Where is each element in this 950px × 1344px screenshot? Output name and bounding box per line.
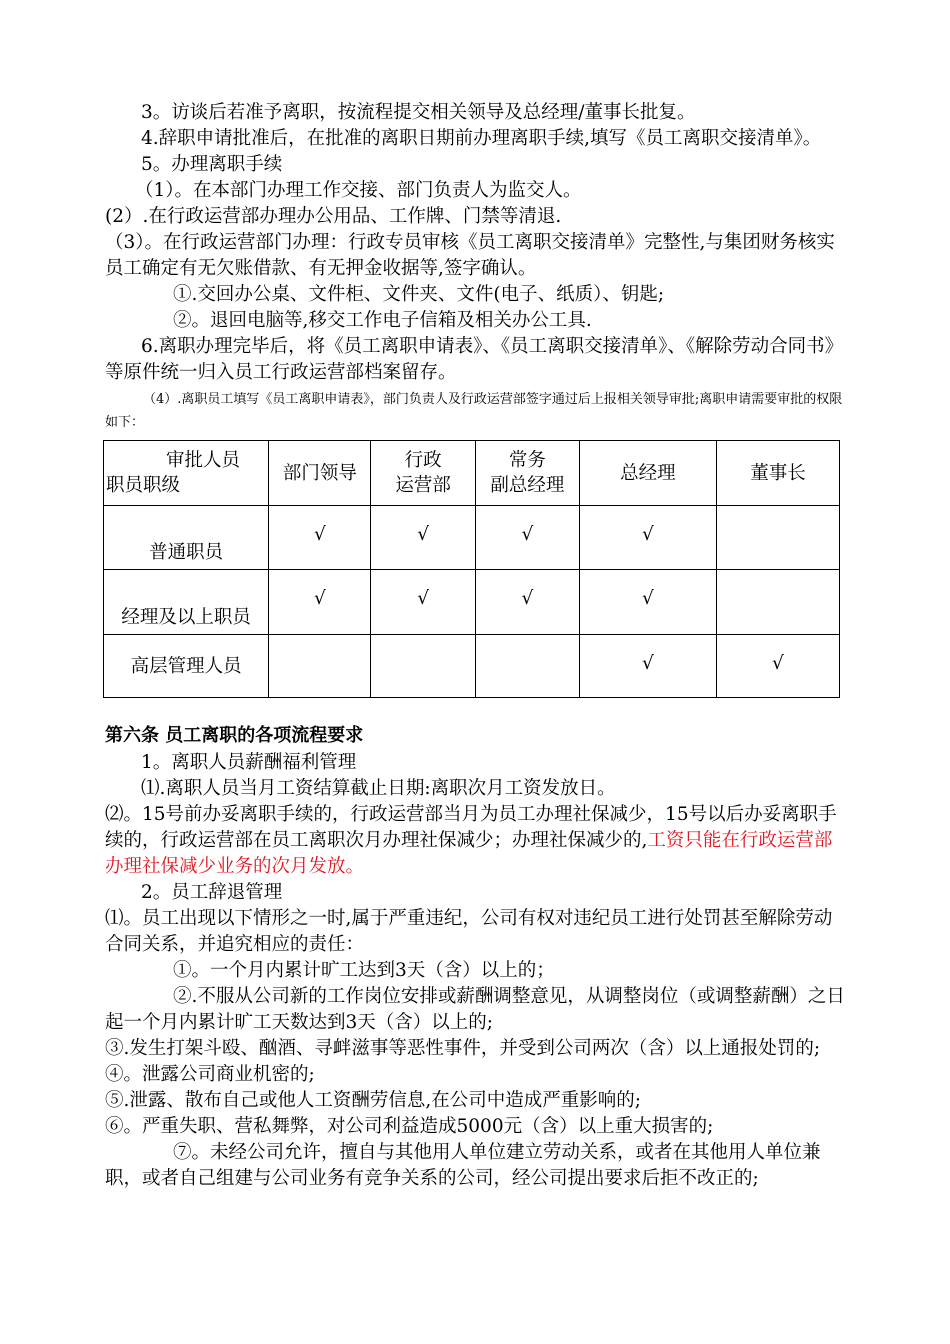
corner-approver-label: 审批人员 xyxy=(166,450,241,471)
item1-title: 1。离职人员薪酬福利管理 xyxy=(141,752,357,773)
corner-level-label: 职员职级 xyxy=(106,475,181,496)
paragraph-5-1: （1）。在本部门办理工作交接、部门负责人为监交人。 xyxy=(135,180,582,201)
check-cell: √ xyxy=(579,506,716,570)
header-admin-ops: 行政 运营部 xyxy=(371,441,475,506)
row-level-label: 高层管理人员 xyxy=(104,635,269,698)
check-cell: √ xyxy=(269,506,371,570)
check-cell xyxy=(716,506,839,570)
check-cell: √ xyxy=(475,506,579,570)
paragraph-4: 4.辞职申请批准后，在批准的离职日期前办理离职手续,填写《员工离职交接清单》。 xyxy=(141,128,822,149)
header-chairman: 董事长 xyxy=(716,441,839,506)
table-row xyxy=(104,635,840,698)
paragraph-5-2: (2）.在行政运营部办理办公用品、工作牌、门禁等清退. xyxy=(105,206,562,227)
item1-1: ⑴.离职人员当月工资结算截止日期:离职次月工资发放日。 xyxy=(141,778,616,799)
approval-note: （4）.离职员工填写《员工离职申请表》，部门负责人及行政运营部签字通过后上报相关领导审批;离职申请需要审批的权限如下： xyxy=(105,392,843,430)
item1-2-highlight: 工资只能在行政运营部办理社保减少业务的次月发放。 xyxy=(105,830,833,877)
check-cell: √ xyxy=(371,506,475,570)
clause-1: ①。一个月内累计旷工达到3天（含）以上的； xyxy=(173,960,555,981)
document-page xyxy=(105,98,845,1192)
check-cell xyxy=(269,635,371,698)
clause-7: ⑦。未经公司允许，擅自与其他用人单位建立劳动关系，或者在其他用人单位兼职，或者自己组建与公司业务有竞争关系的公司，经公司提出要求后拒不改正的; xyxy=(105,1142,821,1189)
header-dept-leader: 部门领导 xyxy=(269,441,371,506)
row-level-label: 普通职员 xyxy=(104,506,269,570)
check-cell: √ xyxy=(579,635,716,698)
clause-5: ⑤.泄露、散布自己或他人工资酬劳信息,在公司中造成严重影响的; xyxy=(105,1090,641,1111)
item1-2 xyxy=(105,802,845,880)
item2-1: ⑴。员工出现以下情形之一时,属于严重违纪，公司有权对违纪员工进行处罚甚至解除劳动合同关系，并追究相应的责任： xyxy=(105,908,833,955)
item1-2-text: ⑵。15号前办妥离职手续的，行政运营部当月为员工办理社保减少，15号以后办妥离职手续的，行政运营部在员工离职次月办理社保减少；办理社保减少的, xyxy=(105,804,837,851)
clause-3: ③.发生打架斗殴、酗酒、寻衅滋事等恶性事件，并受到公司两次（含）以上通报处罚的; xyxy=(105,1038,821,1059)
item2-title: 2。员工辞退管理 xyxy=(141,882,283,903)
clause-6: ⑥。严重失职、营私舞弊，对公司利益造成5000元（含）以上重大损害的; xyxy=(105,1116,714,1137)
check-cell xyxy=(371,635,475,698)
paragraph-3: 3。访谈后若准予离职，按流程提交相关领导及总经理/董事长批复。 xyxy=(141,102,696,123)
check-cell: √ xyxy=(475,570,579,635)
check-cell: √ xyxy=(269,570,371,635)
table-row xyxy=(104,506,840,570)
paragraph-5-3-a: ①.交回办公桌、文件柜、文件夹、文件(电子、纸质）、钥匙; xyxy=(173,284,665,305)
header-exec-vp: 常务 副总经理 xyxy=(475,441,579,506)
clause-4: ④。泄露公司商业机密的; xyxy=(105,1064,315,1085)
row-level-label: 经理及以上职员 xyxy=(104,570,269,635)
header-general-manager: 总经理 xyxy=(579,441,716,506)
section-heading: 第六条 员工离职的各项流程要求 xyxy=(105,725,364,746)
check-cell xyxy=(475,635,579,698)
paragraph-6: 6.离职办理完毕后，将《员工离职申请表》、《员工离职交接清单》、《解除劳动合同书》等原件统一归入员工行政运营部档案留存。 xyxy=(105,336,844,383)
clause-2: ②.不服从公司新的工作岗位安排或薪酬调整意见，从调整岗位（或调整薪酬）之日起一个月内累计旷工天数达到3天（含）以上的; xyxy=(105,986,845,1033)
paragraph-5-3: （3）。在行政运营部门办理：行政专员审核《员工离职交接清单》完整性,与集团财务核实员工确定有无欠账借款、有无押金收据等,签字确认。 xyxy=(105,232,835,279)
paragraph-5: 5。办理离职手续 xyxy=(141,154,283,175)
check-cell: √ xyxy=(716,635,839,698)
check-cell: √ xyxy=(371,570,475,635)
check-cell xyxy=(716,570,839,635)
paragraph-5-3-b: ②。退回电脑等,移交工作电子信箱及相关办公工具. xyxy=(173,310,592,331)
approval-table xyxy=(103,440,840,698)
table-corner-cell xyxy=(104,441,269,506)
check-cell: √ xyxy=(579,570,716,635)
table-row xyxy=(104,570,840,635)
table-header-row xyxy=(104,441,840,506)
